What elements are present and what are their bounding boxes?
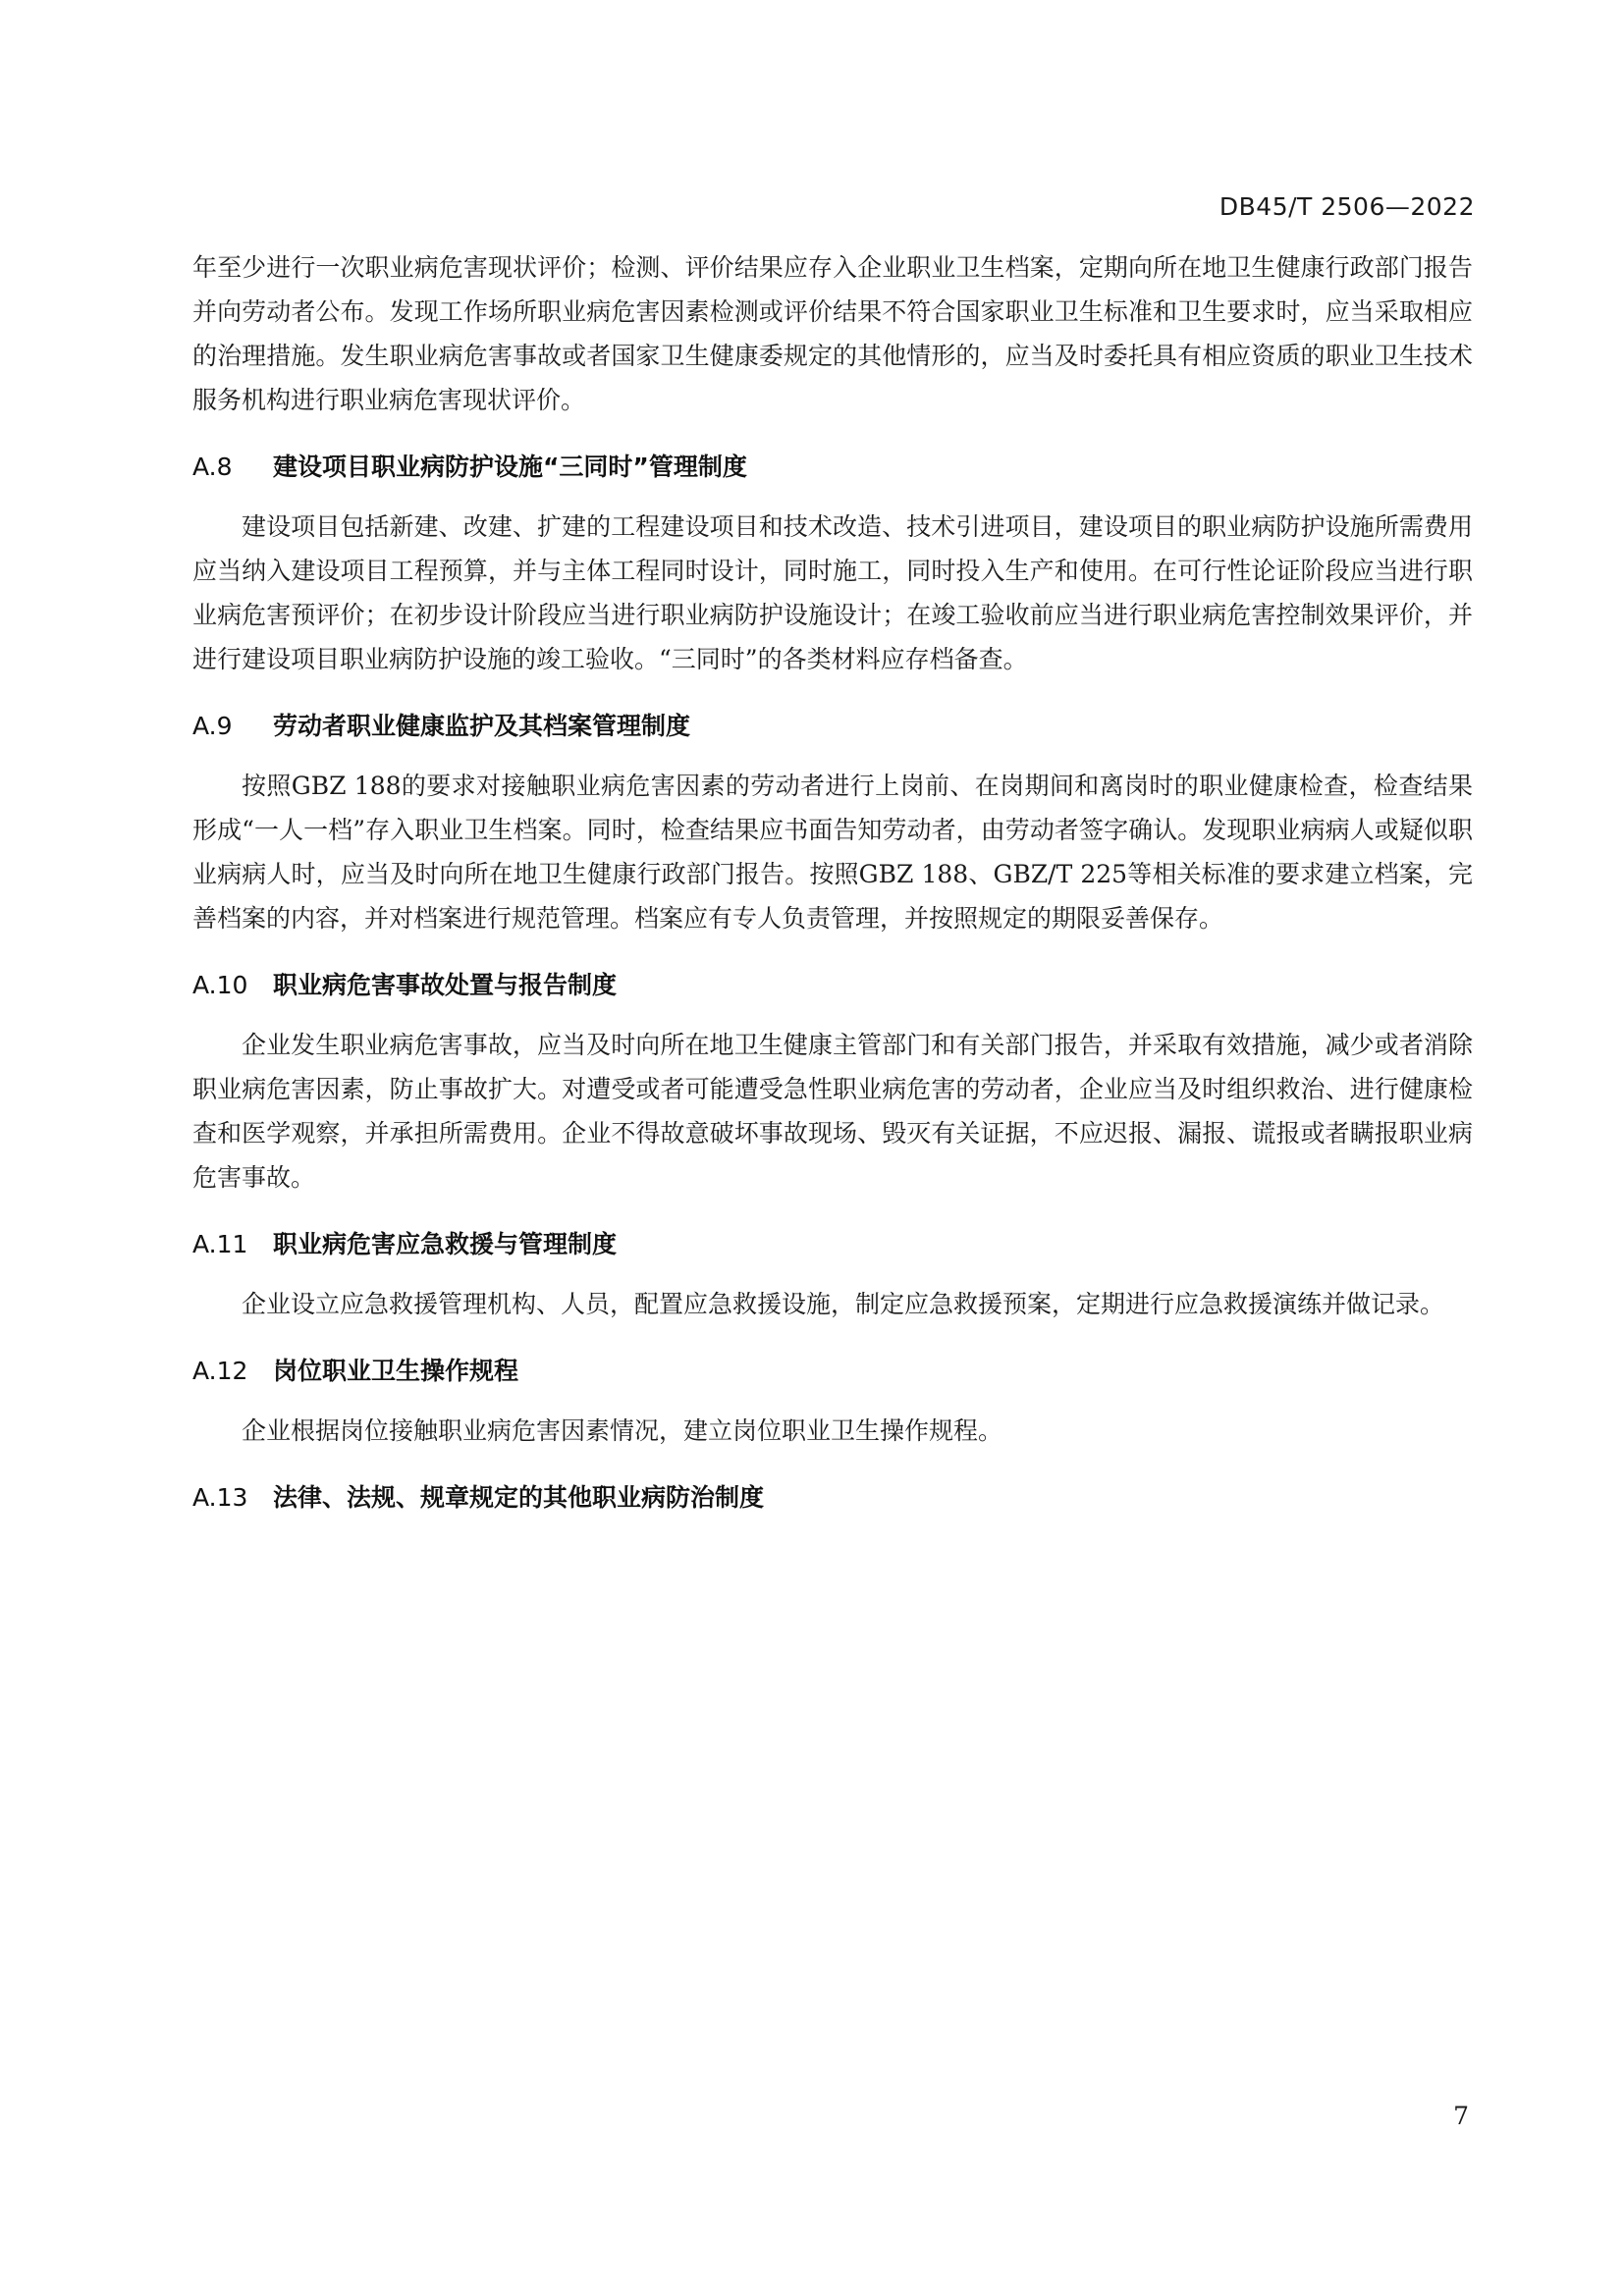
section-number: A.9: [192, 712, 233, 740]
document-body: [192, 245, 1473, 1535]
section-heading-a9: [192, 705, 1473, 748]
section-heading-a10: [192, 964, 1473, 1007]
section-body-a9: 按照GBZ 188的要求对接触职业病危害因素的劳动者进行上岗前、在岗期间和离岗时的职业健康检查，检查结果形成“一人一档”存入职业卫生档案。同时，检查结果应书面告知劳动者，由劳动者签字确认。发现职业病病人或疑似职业病病人时，应当及时向所在地卫生健康行政部门报告。按照GBZ 188、GBZ/T 225等相关标准的要求建立档案，完善档案的内容，并对档案进行规范管理。档案应有专人负责管理，并按照规定的期限妥善保存。: [192, 772, 1473, 933]
section-number: A.11: [192, 1230, 248, 1258]
document-code-header: DB45/T 2506—2022: [1218, 192, 1475, 221]
section-heading-a11: [192, 1223, 1473, 1266]
section-body-a8: 建设项目包括新建、改建、扩建的工程建设项目和技术改造、技术引进项目，建设项目的职业病防护设施所需费用应当纳入建设项目工程预算，并与主体工程同时设计，同时施工，同时投入生产和使用。在可行性论证阶段应当进行职业病危害预评价；在初步设计阶段应当进行职业病防护设施设计；在竣工验收前应当进行职业病危害控制效果评价，并进行建设项目职业病防护设施的竣工验收。“三同时”的各类材料应存档备查。: [192, 512, 1473, 673]
section-body-a12: 企业根据岗位接触职业病危害因素情况，建立岗位职业卫生操作规程。: [242, 1416, 1003, 1445]
section-title: 职业病危害事故处置与报告制度: [273, 971, 618, 999]
section-title: 建设项目职业病防护设施“三同时”管理制度: [273, 453, 747, 481]
section-number: A.12: [192, 1357, 248, 1385]
section-number: A.13: [192, 1483, 248, 1512]
section-heading-a13: [192, 1476, 1473, 1520]
continuation-paragraph: 年至少进行一次职业病危害现状评价；检测、评价结果应存入企业职业卫生档案，定期向所在地卫生健康行政部门报告并向劳动者公布。发现工作场所职业病危害因素检测或评价结果不符合国家职业卫生标准和卫生要求时，应当采取相应的治理措施。发生职业病危害事故或者国家卫生健康委规定的其他情形的，应当及时委托具有相应资质的职业卫生技术服务机构进行职业病危害现状评价。: [192, 253, 1473, 414]
section-number: A.8: [192, 453, 233, 481]
section-title: 劳动者职业健康监护及其档案管理制度: [273, 712, 691, 740]
page-number: 7: [1453, 2102, 1469, 2130]
section-title: 岗位职业卫生操作规程: [273, 1357, 519, 1385]
section-heading-a12: [192, 1350, 1473, 1393]
section-title: 职业病危害应急救援与管理制度: [273, 1230, 618, 1258]
section-heading-a8: [192, 446, 1473, 489]
section-body-a10: 企业发生职业病危害事故，应当及时向所在地卫生健康主管部门和有关部门报告，并采取有效措施，减少或者消除职业病危害因素，防止事故扩大。对遭受或者可能遭受急性职业病危害的劳动者，企业应当及时组织救治、进行健康检查和医学观察，并承担所需费用。企业不得故意破坏事故现场、毁灭有关证据，不应迟报、漏报、谎报或者瞒报职业病危害事故。: [192, 1031, 1473, 1192]
section-number: A.10: [192, 971, 248, 999]
section-body-a11: 企业设立应急救援管理机构、人员，配置应急救援设施，制定应急救援预案，定期进行应急救援演练并做记录。: [242, 1290, 1445, 1318]
section-title: 法律、法规、规章规定的其他职业病防治制度: [273, 1483, 765, 1512]
